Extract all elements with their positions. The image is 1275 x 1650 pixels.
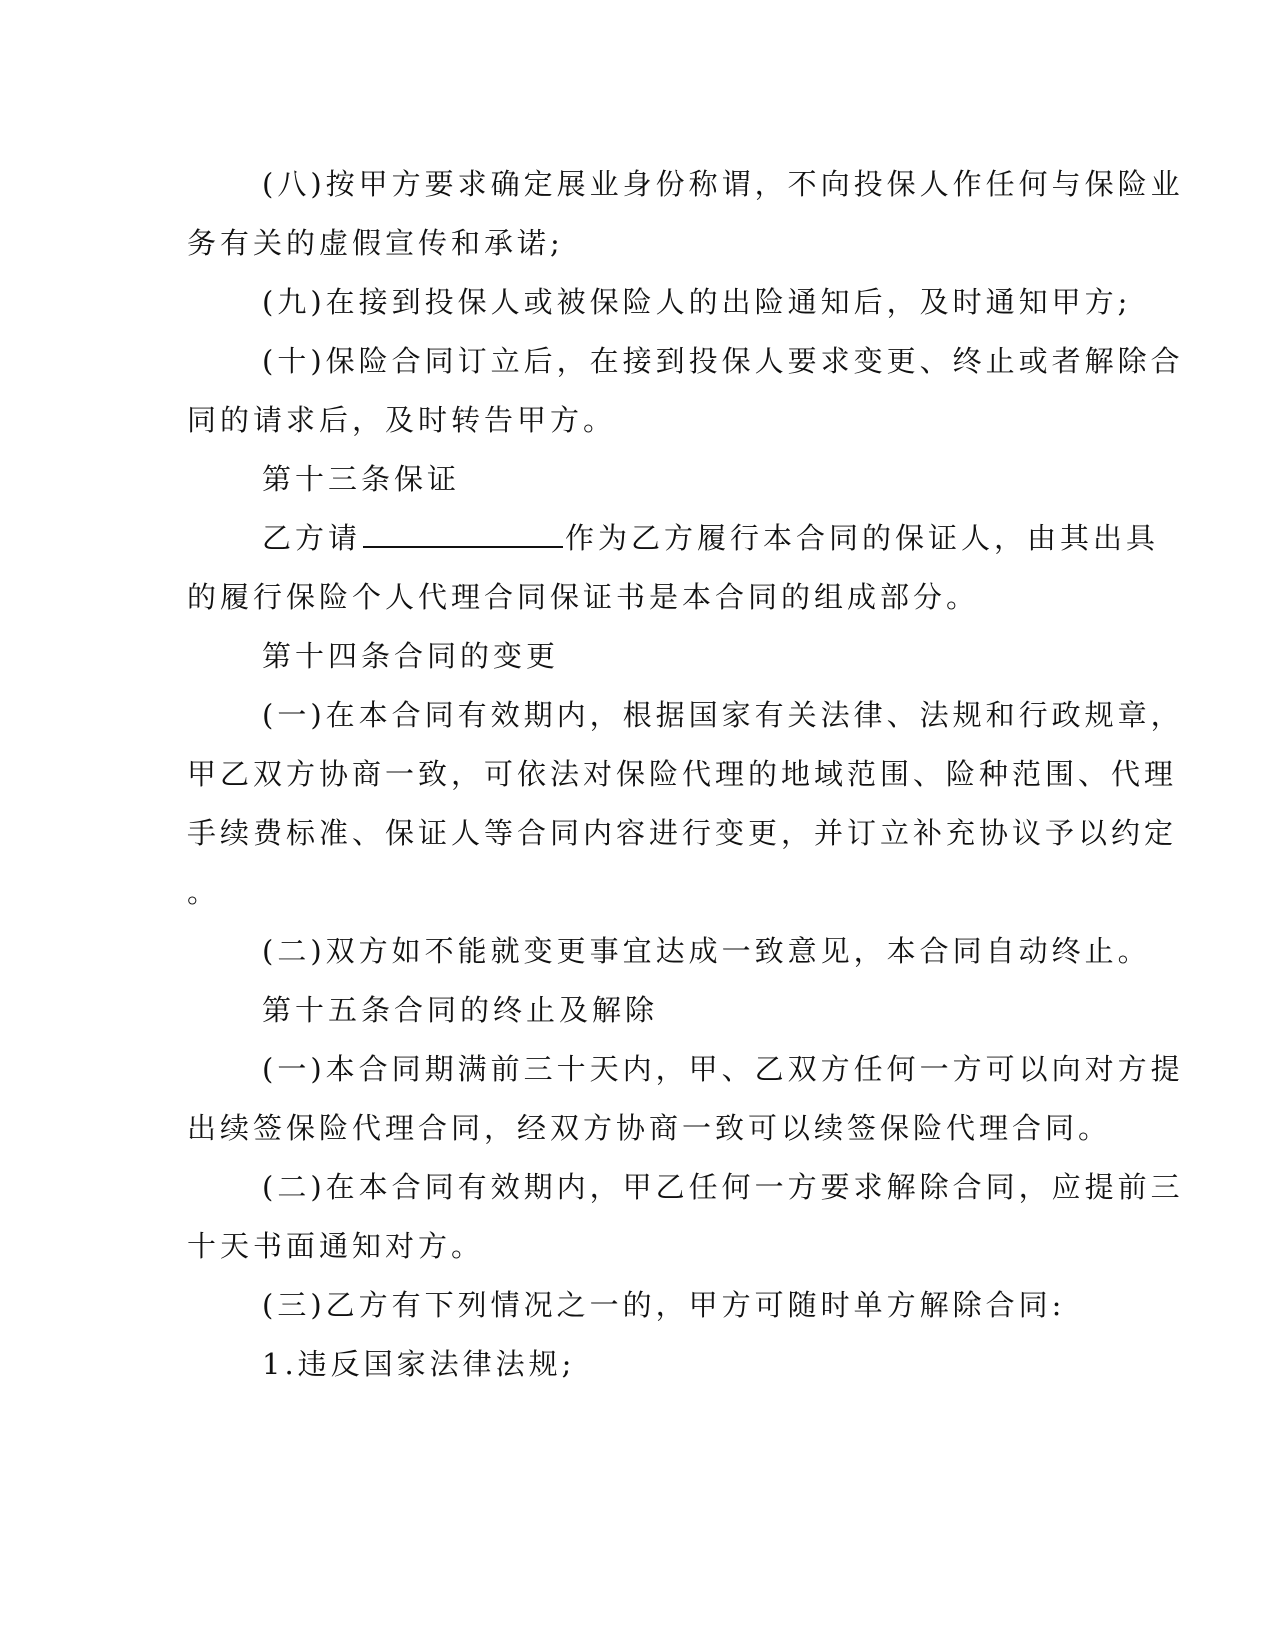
guarantor-prefix: 乙方请	[262, 521, 362, 555]
paragraph-line: (一)在本合同有效期内，根据国家有关法律、法规和行政规章，	[262, 698, 1184, 732]
paragraph-line: (三)乙方有下列情况之一的，甲方可随时单方解除合同:	[262, 1288, 1066, 1322]
paragraph-line: 1.违反国家法律法规;	[262, 1347, 576, 1381]
section-heading: 第十四条合同的变更	[262, 639, 560, 673]
paragraph-line: (二)双方如不能就变更事宜达成一致意见，本合同自动终止。	[262, 934, 1151, 968]
paragraph-line: (一)本合同期满前三十天内，甲、乙双方任何一方可以向对方提	[262, 1052, 1184, 1086]
section-heading: 第十五条合同的终止及解除	[262, 993, 659, 1027]
paragraph-line: (二)在本合同有效期内，甲乙任何一方要求解除合同，应提前三	[262, 1170, 1184, 1204]
paragraph-line: (八)按甲方要求确定展业身份称谓，不向投保人作任何与保险业	[262, 167, 1184, 201]
section-heading: 第十三条保证	[262, 462, 461, 496]
paragraph-line: 。	[187, 875, 221, 909]
guarantor-blank	[363, 524, 563, 548]
guarantor-line	[262, 520, 1159, 556]
paragraph-line: 手续费标准、保证人等合同内容进行变更，并订立补充协议予以约定	[187, 816, 1178, 850]
paragraph-line: 同的请求后，及时转告甲方。	[187, 403, 617, 437]
paragraph-line: (九)在接到投保人或被保险人的出险通知后，及时通知甲方;	[262, 285, 1132, 319]
paragraph-line: 的履行保险个人代理合同保证书是本合同的组成部分。	[187, 580, 980, 614]
paragraph-line: (十)保险合同订立后，在接到投保人要求变更、终止或者解除合	[262, 344, 1184, 378]
guarantor-suffix: 作为乙方履行本合同的保证人，由其出具	[565, 521, 1160, 555]
paragraph-line: 务有关的虚假宣传和承诺;	[187, 226, 564, 260]
paragraph-line: 出续签保险代理合同，经双方协商一致可以续签保险代理合同。	[187, 1111, 1112, 1145]
paragraph-line: 甲乙双方协商一致，可依法对保险代理的地域范围、险种范围、代理	[187, 757, 1178, 791]
paragraph-line: 十天书面通知对方。	[187, 1229, 485, 1263]
